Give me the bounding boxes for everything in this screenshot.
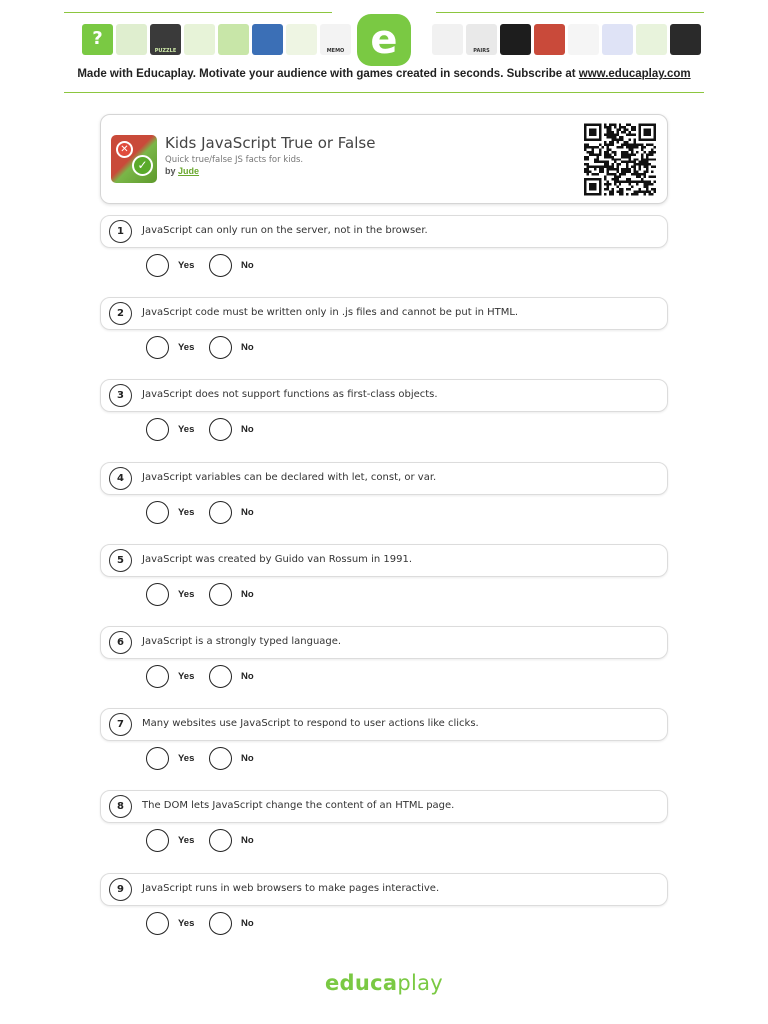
quiz-question-glyph: ? [92,28,103,49]
no-radio[interactable] [209,583,232,606]
educaplay-footer-logo [0,971,768,995]
question-text: The DOM lets JavaScript change the content of an HTML page. [142,800,455,811]
yes-label: Yes [178,671,195,682]
yes-label: Yes [178,835,195,846]
question-text: JavaScript code must be written only in .js files and cannot be put in HTML. [142,307,519,318]
true-false-icon [111,135,157,183]
question-box [100,462,668,495]
question-item [100,873,668,942]
question-item [100,708,668,777]
yes-label: Yes [178,753,195,764]
yes-radio[interactable] [146,912,169,935]
no-label: No [241,589,254,600]
banner-promo-text [64,68,704,80]
question-box [100,379,668,412]
no-option[interactable] [209,747,254,770]
no-option[interactable] [209,501,254,524]
yes-label: Yes [178,589,195,600]
educaplay-logo-icon [357,14,411,66]
author-link[interactable]: Jude [178,166,200,176]
no-label: No [241,835,254,846]
no-label: No [241,918,254,929]
matching-columns-icon [432,24,463,55]
question-item [100,379,668,448]
true-false-icon [534,24,565,55]
word-search-icon [286,24,317,55]
question-item [100,215,668,284]
no-option[interactable] [209,665,254,688]
check-icon: ✓ [132,155,153,176]
no-radio[interactable] [209,418,232,441]
answer-options [100,906,668,942]
question-number: 8 [109,795,132,818]
question-number: 3 [109,384,132,407]
yes-radio[interactable] [146,665,169,688]
no-option[interactable] [209,912,254,935]
question-number: 2 [109,302,132,325]
question-item [100,790,668,859]
yes-option[interactable] [146,583,194,606]
no-label: No [241,753,254,764]
map-quiz-icon [116,24,147,55]
alphabet-wheel-icon [500,24,531,55]
question-text: JavaScript is a strongly typed language. [142,636,342,647]
answer-options [100,412,668,448]
answer-options [100,330,668,366]
no-label: No [241,342,254,353]
no-radio[interactable] [209,254,232,277]
banner-rule-right [436,12,704,13]
banner-rule-left [64,12,332,13]
no-label: No [241,424,254,435]
video-quiz-icon [670,24,701,55]
logo-letter: e [370,17,398,63]
yes-radio[interactable] [146,747,169,770]
question-text: JavaScript runs in web browsers to make pages interactive. [142,883,440,894]
question-item [100,544,668,613]
crossword-puzzle-glyph: PUZZLE [154,48,177,54]
yes-option[interactable] [146,418,194,441]
yes-radio[interactable] [146,501,169,524]
yes-label: Yes [178,260,195,271]
question-number: 7 [109,713,132,736]
memory-game-glyph: MEMO [326,48,345,54]
cross-icon: ✕ [116,141,133,158]
no-label: No [241,260,254,271]
no-radio[interactable] [209,747,232,770]
promo-text: Made with Educaplay. Motivate your audience with games created in seconds. Subscribe at [77,68,579,80]
pairs-game-glyph: PAIRS [473,48,490,54]
question-number: 5 [109,549,132,572]
answer-options [100,495,668,531]
no-radio[interactable] [209,336,232,359]
answer-options [100,659,668,695]
no-option[interactable] [209,336,254,359]
letter-soup-icon [568,24,599,55]
yes-option[interactable] [146,336,194,359]
question-number: 1 [109,220,132,243]
question-number: 6 [109,631,132,654]
game-icons-right [432,24,701,55]
answer-options [100,823,668,859]
crossword-puzzle-icon [150,24,181,55]
question-box [100,873,668,906]
yes-option[interactable] [146,912,194,935]
yes-option[interactable] [146,747,194,770]
question-box [100,626,668,659]
no-radio[interactable] [209,829,232,852]
yes-label: Yes [178,918,195,929]
yes-label: Yes [178,342,195,353]
yes-radio[interactable] [146,583,169,606]
yes-option[interactable] [146,254,194,277]
activity-subtitle: Quick true/false JS facts for kids. [165,155,304,165]
question-number: 9 [109,878,132,901]
banner-rule-bottom [64,92,704,93]
by-label: by [165,166,176,176]
question-text: JavaScript does not support functions as first-class objects. [142,389,438,400]
question-box [100,544,668,577]
yes-option[interactable] [146,501,194,524]
question-text: JavaScript was created by Guido van Rossum in 1991. [142,554,413,565]
question-number: 4 [109,467,132,490]
qr-code-icon [584,123,656,196]
question-item [100,462,668,531]
activity-title: Kids JavaScript True or False [165,134,376,152]
quiz-question-icon [82,24,113,55]
footer-logo-bold: educa [324,971,398,995]
educaplay-link[interactable]: www.educaplay.com [578,68,691,80]
no-option[interactable] [209,583,254,606]
question-box [100,708,668,741]
no-label: No [241,671,254,682]
answer-options [100,577,668,613]
question-text: Many websites use JavaScript to respond to user actions like clicks. [142,718,479,729]
yes-option[interactable] [146,665,194,688]
yes-option[interactable] [146,829,194,852]
dialogue-icon [184,24,215,55]
question-box [100,297,668,330]
activity-header-card [100,114,668,204]
no-radio[interactable] [209,501,232,524]
no-radio[interactable] [209,665,232,688]
frog-game-icon [218,24,249,55]
answer-options [100,248,668,284]
yes-radio[interactable] [146,254,169,277]
no-radio[interactable] [209,912,232,935]
author-line [165,166,199,176]
question-item [100,297,668,366]
question-text: JavaScript variables can be declared with let, const, or var. [142,472,437,483]
pairs-game-icon [466,24,497,55]
yes-radio[interactable] [146,829,169,852]
checklist-icon [602,24,633,55]
yes-radio[interactable] [146,418,169,441]
question-item [100,626,668,695]
yes-label: Yes [178,424,195,435]
no-option[interactable] [209,829,254,852]
question-box [100,215,668,248]
map-game-icon [252,24,283,55]
memory-game-icon [320,24,351,55]
educaplay-banner [64,12,704,94]
game-icons-left [82,24,351,55]
no-option[interactable] [209,254,254,277]
question-box [100,790,668,823]
yes-label: Yes [178,507,195,518]
no-option[interactable] [209,418,254,441]
no-label: No [241,507,254,518]
answer-options [100,741,668,777]
question-text: JavaScript can only run on the server, not in the browser. [142,225,428,236]
writing-icon [636,24,667,55]
yes-radio[interactable] [146,336,169,359]
footer-logo-light: play [397,971,444,995]
